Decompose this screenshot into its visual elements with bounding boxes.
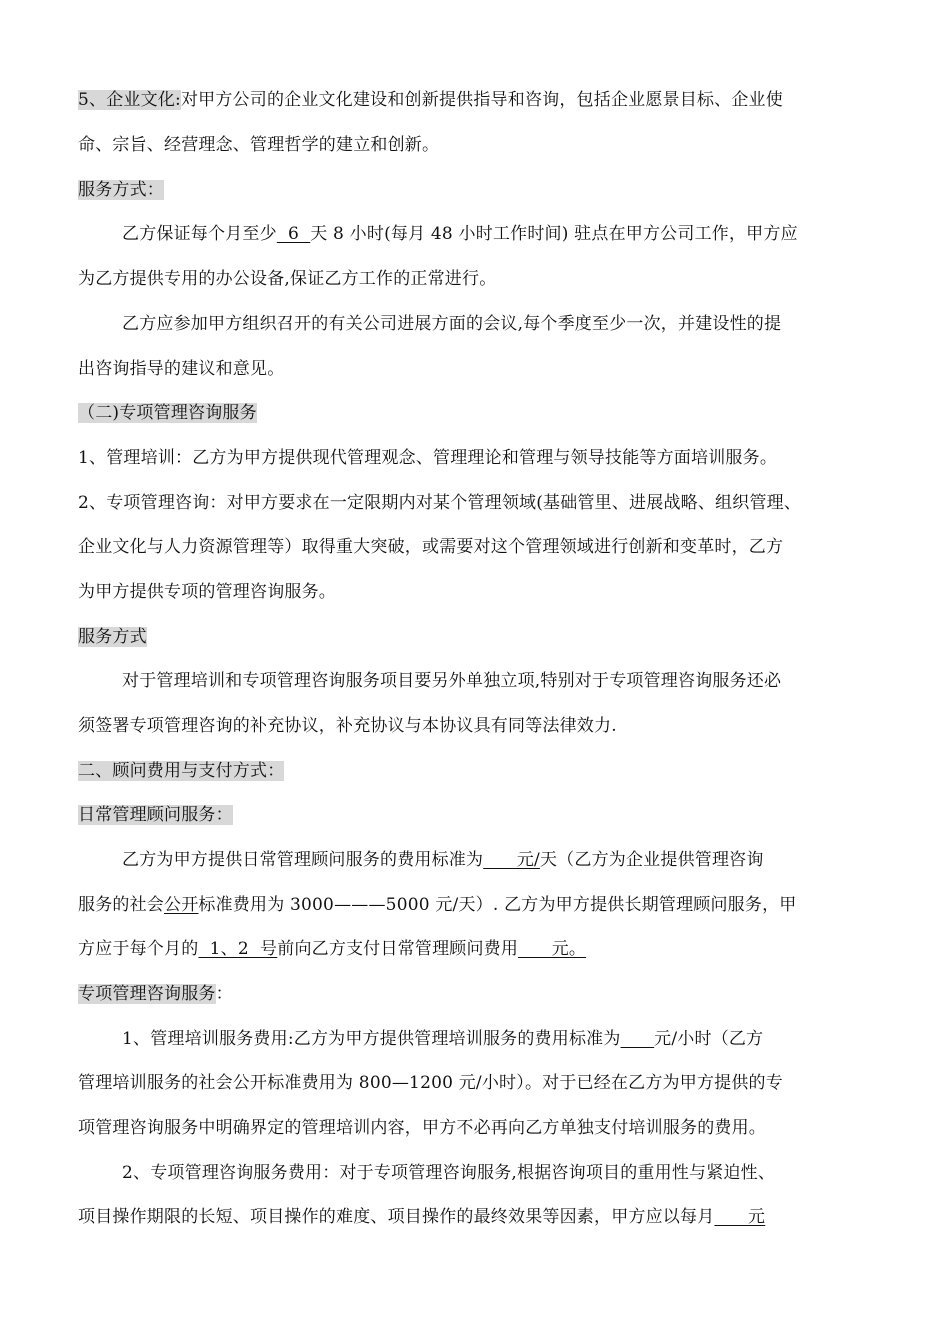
paragraph-line: 服务的社会公开标准费用为 3000———5000 元/天）. 乙方为甲方提供长期管理顾问服务，甲 (78, 895, 797, 915)
section-heading: 二、顾问费用与支付方式： (78, 761, 285, 781)
section-heading: 服务方式 (78, 627, 147, 647)
paragraph-line: 乙方为甲方提供日常管理顾问服务的费用标准为 元/天（乙方为企业提供管理咨询 (122, 850, 764, 870)
paragraph-line: 方应于每个月的 1、2 号前向乙方支付日常管理顾问费用 元。 (78, 939, 587, 959)
highlighted-heading: 5、企业文化: (78, 90, 181, 110)
paragraph-line: 1、管理培训：乙方为甲方提供现代管理观念、管理理论和管理与领导技能等方面培训服务。 (78, 448, 778, 468)
paragraph-line: 5、企业文化:对甲方公司的企业文化建设和创新提供指导和咨询，包括企业愿景目标、企业使 (78, 90, 783, 110)
section-heading: 服务方式： (78, 180, 164, 200)
paragraph-line: 为乙方提供专用的办公设备,保证乙方工作的正常进行。 (78, 269, 497, 289)
paragraph-line: 2、专项管理咨询服务费用：对于专项管理咨询服务,根据咨询项目的重用性与紧迫性、 (122, 1163, 776, 1183)
paragraph-line: 1、管理培训服务费用:乙方为甲方提供管理培训服务的费用标准为 元/小时（乙方 (122, 1029, 764, 1049)
paragraph-line: 乙方保证每个月至少 6 天 8 小时(每月 48 小时工作时间) 驻点在甲方公司工作，甲方应 (122, 224, 798, 244)
section-heading: 日常管理顾问服务： (78, 805, 233, 825)
filled-blank: 1、2 号 (198, 939, 278, 959)
paragraph-line: 须签署专项管理咨询的补充协议，补充协议与本协议具有同等法律效力. (78, 716, 617, 736)
filled-blank: 6 (276, 224, 311, 244)
paragraph-line: 管理培训服务的社会公开标准费用为 800—1200 元/小时）。对于已经在乙方为甲方提供的专 (78, 1073, 783, 1093)
blank-field: 元。 (518, 939, 587, 959)
section-heading: 专项管理咨询服务： (78, 984, 233, 1004)
paragraph-line: 企业文化与人力资源管理等）取得重大突破，或需要对这个管理领域进行创新和变革时，乙方 (78, 537, 784, 557)
blank-field: 元 (714, 1207, 766, 1227)
blank-field (621, 1029, 655, 1049)
paragraph-line: 命、宗旨、经营理念、管理哲学的建立和创新。 (78, 135, 440, 155)
paragraph-line: 出咨询指导的建议和意见。 (78, 359, 285, 379)
blank-field: 元/ (483, 850, 540, 870)
paragraph-line: 项管理咨询服务中明确界定的管理培训内容，甲方不必再向乙方单独支付培训服务的费用。 (78, 1118, 766, 1138)
paragraph-line: 2、专项管理咨询：对甲方要求在一定限期内对某个管理领域(基础管里、进展战略、组织管理、 (78, 493, 802, 513)
paragraph-line: 对于管理培训和专项管理咨询服务项目要另外单独立项,特别对于专项管理咨询服务还必 (122, 671, 782, 691)
paragraph-line: 为甲方提供专项的管理咨询服务。 (78, 582, 336, 602)
paragraph-line: 项目操作期限的长短、项目操作的难度、项目操作的最终效果等因素，甲方应以每月 元 (78, 1207, 766, 1227)
paragraph-line: 乙方应参加甲方组织召开的有关公司进展方面的会议,每个季度至少一次，并建设性的提 (122, 314, 782, 334)
section-heading: （二)专项管理咨询服务 (78, 403, 257, 423)
